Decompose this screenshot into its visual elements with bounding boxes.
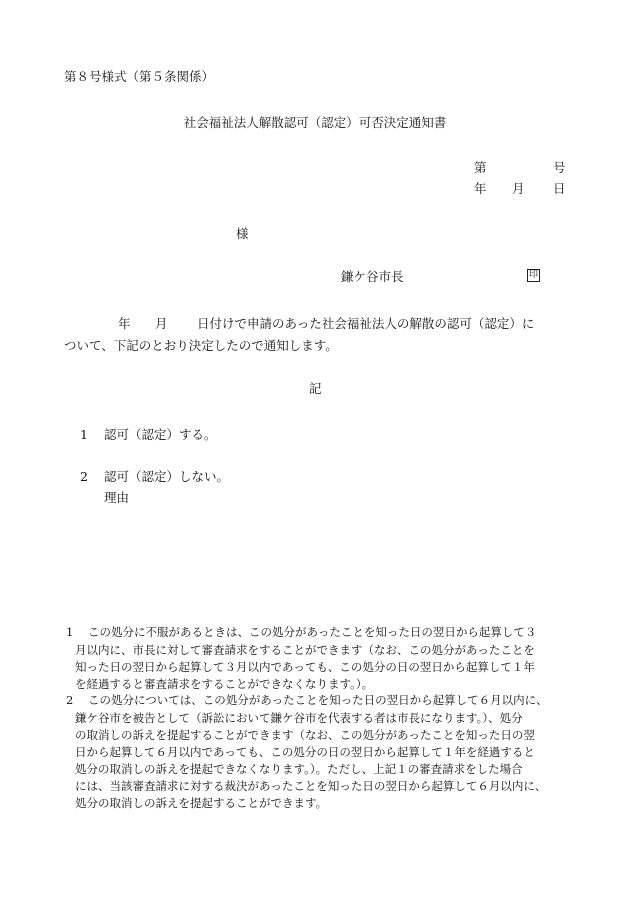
date-month-label: 月 <box>512 181 525 196</box>
note-line: 日から起算して６月以内であっても、この処分の日の翌日から起算して１年を経過すると <box>75 745 535 759</box>
option-deny-label: 認可（認定）しない。 <box>104 469 230 484</box>
note-number: 2 <box>66 693 74 707</box>
note-line: を経過すると審査請求をすることができなくなります。）。 <box>75 677 374 691</box>
body-text-line-1: 日付けで申請のあった社会福祉法人の解散の認可（認定）に <box>197 316 535 331</box>
ki-heading: 記 <box>309 381 322 396</box>
number-suffix: 号 <box>553 160 566 175</box>
document-title: 社会福祉法人解散認可（認定）可否決定通知書 <box>183 115 447 130</box>
reason-label: 理由 <box>104 490 130 505</box>
note-line: には、当該審査請求に対する裁決があったことを知った日の翌日から起算して６月以内に、 <box>75 779 547 793</box>
number-prefix: 第 <box>474 160 487 175</box>
date-day-label: 日 <box>553 181 566 196</box>
note-number: 1 <box>66 625 74 639</box>
form-id: 第８号様式（第５条関係） <box>64 69 215 84</box>
note-line: 処分の取消しの訴えを提起できなくなります。）。ただし、上記１の審査請求をした場合 <box>75 762 523 776</box>
addressee-honorific: 様 <box>236 226 249 241</box>
note-line: 知った日の翌日から起算して３月以内であっても、この処分の日の翌日から起算して１年 <box>75 660 535 674</box>
note-line: 処分の取消しの訴えを提起することができます。 <box>75 796 328 810</box>
sender-name: 鎌ケ谷市長 <box>341 269 404 284</box>
note-line: 鎌ケ谷市を被告として（訴訟において鎌ケ谷市を代表する者は市長になります。）、処分 <box>75 711 523 725</box>
note-line: この処分に不服があるときは、この処分があったことを知った日の翌日から起算して３ <box>88 625 537 639</box>
body-text-line-2: ついて、下記のとおり決定したので通知します。 <box>64 338 338 353</box>
body-year-label: 年 <box>118 316 131 331</box>
note-line: この処分については、この処分があったことを知った日の翌日から起算して６月以内に、 <box>88 693 548 707</box>
option-number: 2 <box>80 469 88 484</box>
note-line: の取消しの訴えを提起することができます（なお、この処分があったことを知った日の翌 <box>75 728 535 742</box>
seal-mark: 印 <box>528 270 538 280</box>
option-number: 1 <box>80 427 88 442</box>
date-year-label: 年 <box>474 181 487 196</box>
note-line: 月以内に、市長に対して審査請求をすることができます（なお、この処分があったことを <box>75 643 535 657</box>
body-month-label: 月 <box>155 316 168 331</box>
option-approve-label: 認可（認定）する。 <box>104 427 217 442</box>
